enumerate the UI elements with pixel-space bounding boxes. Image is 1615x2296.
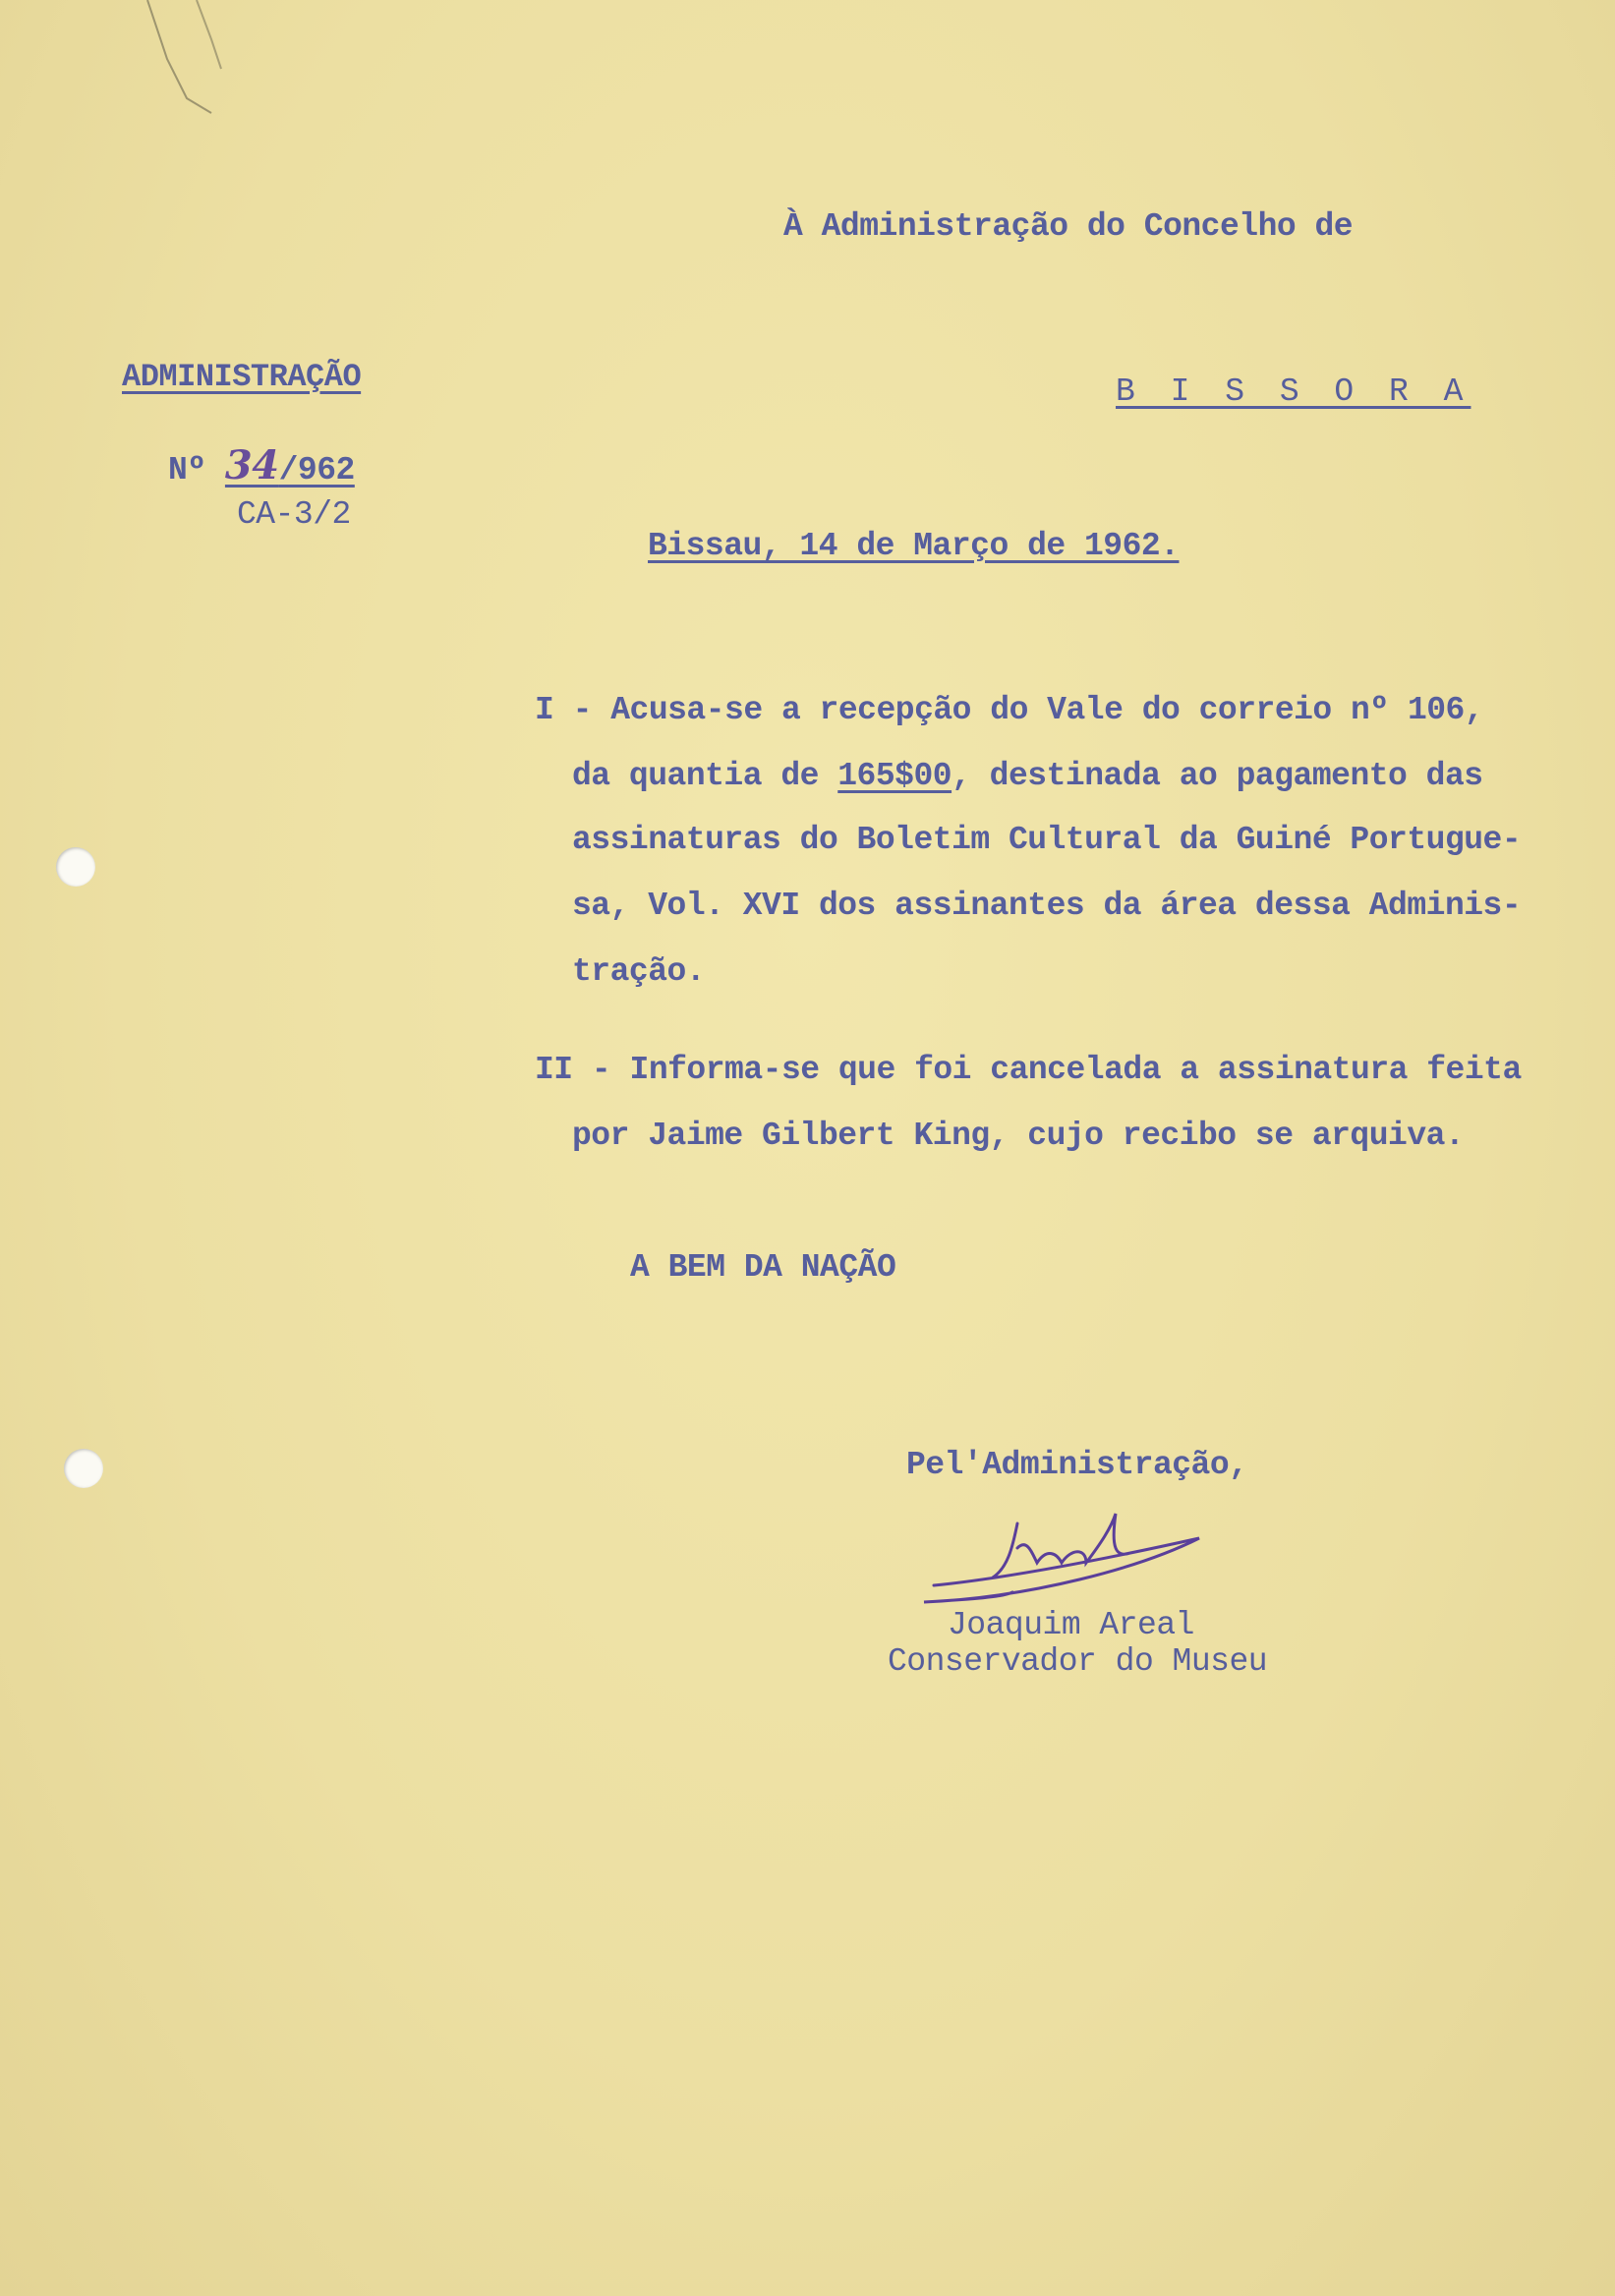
number-prefix: Nº [168, 452, 206, 488]
addressee: À Administração do Concelho de [783, 208, 1354, 245]
para1-line: tração. [572, 953, 706, 990]
para1-line: assinaturas do Boletim Cultural da Guiné Portugue- [572, 822, 1522, 858]
handwritten-signature [914, 1509, 1209, 1617]
para1-line: I - Acusa-se a recepção do Vale do correio nº 106, [535, 692, 1484, 728]
number-value [224, 442, 355, 488]
reference-number [168, 442, 355, 490]
para2-line: II - Informa-se que foi cancelada a assinatura feita [535, 1052, 1522, 1088]
department-label: ADMINISTRAÇÃO [122, 359, 362, 395]
para2-line: por Jaime Gilbert King, cujo recibo se arquiva. [572, 1118, 1465, 1154]
punch-hole [64, 1449, 103, 1488]
signatory-name: Joaquim Areal [948, 1607, 1194, 1643]
amount: 165$00 [837, 758, 952, 794]
para1-line: sa, Vol. XVI dos assinantes da área dessa Adminis- [572, 888, 1522, 924]
reference-code: CA-3/2 [237, 496, 351, 533]
handwritten-number: 34 [224, 442, 279, 488]
signatory-title: Conservador do Museu [888, 1643, 1268, 1680]
on-behalf: Pel'Administração, [906, 1447, 1248, 1483]
salutation: A BEM DA NAÇÃO [630, 1249, 896, 1286]
date-line: Bissau, 14 de Março de 1962. [648, 528, 1180, 564]
para1-line-start: da quantia de [572, 758, 838, 794]
para1-line-end: , destinada ao pagamento das [952, 758, 1483, 794]
punch-hole [56, 847, 95, 887]
place-name: B I S S O R A [1116, 373, 1471, 410]
para1-line [572, 757, 1483, 796]
number-year: /962 [278, 452, 355, 488]
